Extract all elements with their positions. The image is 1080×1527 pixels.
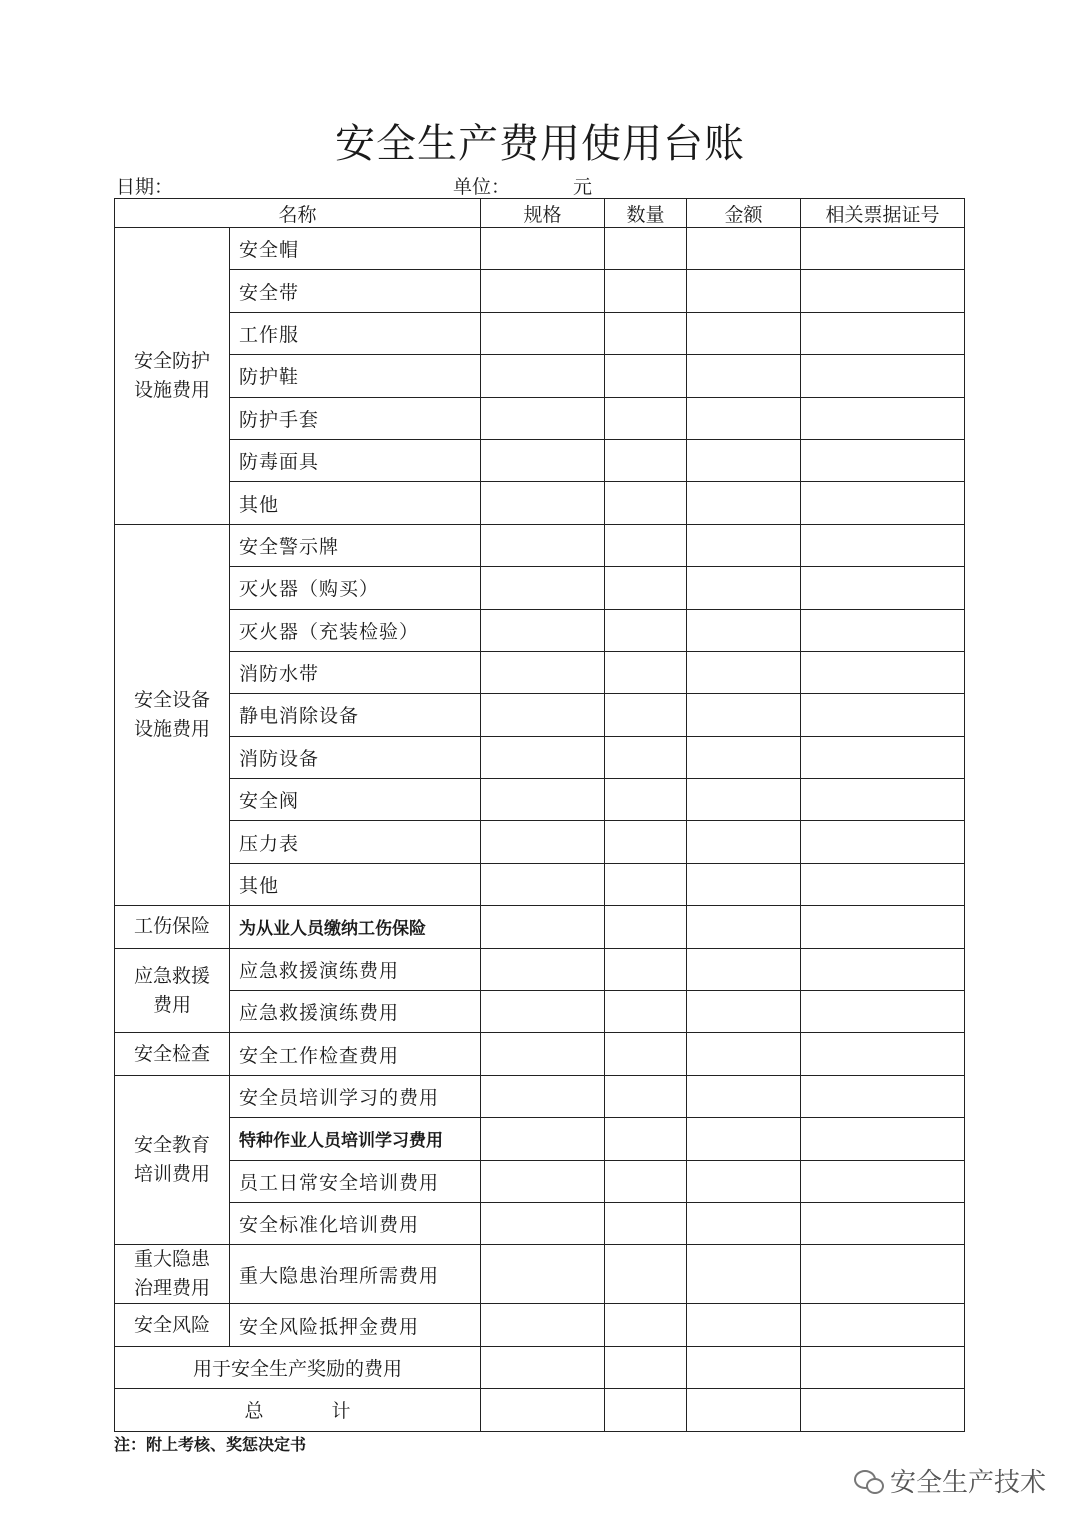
item-label: 其他 xyxy=(230,482,481,524)
header-name: 名称 xyxy=(115,199,481,228)
item-label: 安全警示牌 xyxy=(230,524,481,566)
header-qty: 数量 xyxy=(605,199,687,228)
cell-spec[interactable] xyxy=(481,991,605,1033)
item-label: 安全工作检查费用 xyxy=(230,1033,481,1075)
cell-qty[interactable] xyxy=(605,355,687,397)
unit-label: 单位： xyxy=(453,176,511,198)
cell-spec[interactable] xyxy=(481,439,605,481)
table-row xyxy=(115,439,965,481)
item-label: 安全带 xyxy=(230,270,481,312)
cell-amount[interactable] xyxy=(687,948,801,990)
item-label: 灭火器（购买） xyxy=(230,567,481,609)
cell-spec[interactable] xyxy=(481,397,605,439)
cell-amount[interactable] xyxy=(687,1389,801,1431)
cell-amount[interactable] xyxy=(687,779,801,821)
cell-amount[interactable] xyxy=(687,1245,801,1304)
table-row xyxy=(115,1118,965,1160)
cell-spec[interactable] xyxy=(481,1346,605,1388)
cell-qty[interactable] xyxy=(605,270,687,312)
cell-spec[interactable] xyxy=(481,948,605,990)
cell-amount[interactable] xyxy=(687,821,801,863)
cell-receipt[interactable] xyxy=(801,863,965,905)
cell-spec[interactable] xyxy=(481,1033,605,1075)
item-label: 静电消除设备 xyxy=(230,694,481,736)
header-spec: 规格 xyxy=(481,199,605,228)
cell-receipt[interactable] xyxy=(801,651,965,693)
cell-qty[interactable] xyxy=(605,1346,687,1388)
cell-receipt[interactable] xyxy=(801,1118,965,1160)
table-row xyxy=(115,609,965,651)
category-hazard: 重大隐患治理费用 xyxy=(115,1245,230,1304)
cell-qty[interactable] xyxy=(605,736,687,778)
cell-qty[interactable] xyxy=(605,1245,687,1304)
cell-receipt[interactable] xyxy=(801,991,965,1033)
cell-qty[interactable] xyxy=(605,439,687,481)
item-label: 消防设备 xyxy=(230,736,481,778)
table-row xyxy=(115,270,965,312)
table-row xyxy=(115,1304,965,1346)
cell-qty[interactable] xyxy=(605,1033,687,1075)
header-receipt: 相关票据证号 xyxy=(801,199,965,228)
cell-qty[interactable] xyxy=(605,694,687,736)
item-label: 防毒面具 xyxy=(230,439,481,481)
item-label: 安全帽 xyxy=(230,228,481,270)
category-risk: 安全风险 xyxy=(115,1304,230,1346)
cell-qty[interactable] xyxy=(605,567,687,609)
item-label: 工作服 xyxy=(230,312,481,354)
cell-spec[interactable] xyxy=(481,567,605,609)
cell-receipt[interactable] xyxy=(801,1075,965,1117)
expense-ledger-table xyxy=(114,198,965,1432)
cell-qty[interactable] xyxy=(605,228,687,270)
cell-amount[interactable] xyxy=(687,1346,801,1388)
table-row xyxy=(115,1245,965,1304)
cell-spec[interactable] xyxy=(481,524,605,566)
cell-spec[interactable] xyxy=(481,694,605,736)
category-emergency: 应急救援费用 xyxy=(115,948,230,1033)
cell-qty[interactable] xyxy=(605,1202,687,1244)
item-label: 安全标准化培训费用 xyxy=(230,1202,481,1244)
item-label: 重大隐患治理所需费用 xyxy=(230,1245,481,1304)
cell-spec[interactable] xyxy=(481,1075,605,1117)
unit-value: 元 xyxy=(573,176,593,198)
cell-spec[interactable] xyxy=(481,1160,605,1202)
cell-receipt[interactable] xyxy=(801,270,965,312)
item-label: 员工日常安全培训费用 xyxy=(230,1160,481,1202)
cell-amount[interactable] xyxy=(687,355,801,397)
cell-receipt[interactable] xyxy=(801,821,965,863)
cell-amount[interactable] xyxy=(687,1118,801,1160)
table-row xyxy=(115,694,965,736)
cell-qty[interactable] xyxy=(605,948,687,990)
cell-amount[interactable] xyxy=(687,651,801,693)
cell-qty[interactable] xyxy=(605,863,687,905)
cell-receipt[interactable] xyxy=(801,439,965,481)
cell-amount[interactable] xyxy=(687,1160,801,1202)
cell-spec[interactable] xyxy=(481,1245,605,1304)
cell-receipt[interactable] xyxy=(801,906,965,948)
item-label: 其他 xyxy=(230,863,481,905)
cell-amount[interactable] xyxy=(687,270,801,312)
cell-receipt[interactable] xyxy=(801,1304,965,1346)
cell-amount[interactable] xyxy=(687,694,801,736)
wechat-icon xyxy=(854,1468,884,1494)
cell-amount[interactable] xyxy=(687,1304,801,1346)
table-row xyxy=(115,1033,965,1075)
cell-spec[interactable] xyxy=(481,779,605,821)
item-label: 防护鞋 xyxy=(230,355,481,397)
category-protection: 安全防护设施费用 xyxy=(115,228,230,525)
cell-spec[interactable] xyxy=(481,736,605,778)
cell-amount[interactable] xyxy=(687,863,801,905)
table-row xyxy=(115,948,965,990)
cell-qty[interactable] xyxy=(605,991,687,1033)
category-equipment: 安全设备设施费用 xyxy=(115,524,230,906)
table-row xyxy=(115,736,965,778)
item-label: 防护手套 xyxy=(230,397,481,439)
table-row xyxy=(115,482,965,524)
reward-row-label: 用于安全生产奖励的费用 xyxy=(115,1346,481,1388)
cell-qty[interactable] xyxy=(605,906,687,948)
cell-spec[interactable] xyxy=(481,609,605,651)
table-row xyxy=(115,779,965,821)
item-label: 压力表 xyxy=(230,821,481,863)
cell-qty[interactable] xyxy=(605,1389,687,1431)
cell-receipt[interactable] xyxy=(801,779,965,821)
table-row xyxy=(115,1202,965,1244)
page-title: 安全生产费用使用台账 xyxy=(335,121,745,167)
cell-amount[interactable] xyxy=(687,228,801,270)
cell-spec[interactable] xyxy=(481,355,605,397)
item-label: 特种作业人员培训学习费用 xyxy=(230,1118,481,1160)
cell-receipt[interactable] xyxy=(801,228,965,270)
cell-amount[interactable] xyxy=(687,609,801,651)
table-row xyxy=(115,355,965,397)
cell-amount[interactable] xyxy=(687,524,801,566)
cell-spec[interactable] xyxy=(481,270,605,312)
item-label: 应急救援演练费用 xyxy=(230,991,481,1033)
table-row xyxy=(115,1346,965,1388)
cell-spec[interactable] xyxy=(481,906,605,948)
watermark-text: 安全生产技术 xyxy=(889,1468,1046,1498)
cell-qty[interactable] xyxy=(605,1118,687,1160)
cell-spec[interactable] xyxy=(481,821,605,863)
cell-amount[interactable] xyxy=(687,1202,801,1244)
header-amount: 金额 xyxy=(687,199,801,228)
cell-amount[interactable] xyxy=(687,906,801,948)
cell-qty[interactable] xyxy=(605,1075,687,1117)
table-row xyxy=(115,397,965,439)
table-row xyxy=(115,567,965,609)
item-label: 消防水带 xyxy=(230,651,481,693)
cell-amount[interactable] xyxy=(687,736,801,778)
cell-receipt[interactable] xyxy=(801,1202,965,1244)
category-inspection: 安全检查 xyxy=(115,1033,230,1075)
cell-receipt[interactable] xyxy=(801,1245,965,1304)
cell-spec[interactable] xyxy=(481,1304,605,1346)
cell-amount[interactable] xyxy=(687,567,801,609)
cell-qty[interactable] xyxy=(605,482,687,524)
table-row xyxy=(115,821,965,863)
cell-amount[interactable] xyxy=(687,439,801,481)
cell-spec[interactable] xyxy=(481,651,605,693)
cell-qty[interactable] xyxy=(605,397,687,439)
cell-receipt[interactable] xyxy=(801,948,965,990)
table-row xyxy=(115,1075,965,1117)
cell-qty[interactable] xyxy=(605,1160,687,1202)
cell-qty[interactable] xyxy=(605,524,687,566)
cell-amount[interactable] xyxy=(687,482,801,524)
cell-receipt[interactable] xyxy=(801,1160,965,1202)
cell-receipt[interactable] xyxy=(801,312,965,354)
item-label: 安全阀 xyxy=(230,779,481,821)
cell-receipt[interactable] xyxy=(801,609,965,651)
cell-spec[interactable] xyxy=(481,312,605,354)
item-label: 灭火器（充装检验） xyxy=(230,609,481,651)
table-row xyxy=(115,524,965,566)
cell-spec[interactable] xyxy=(481,228,605,270)
cell-receipt[interactable] xyxy=(801,567,965,609)
cell-receipt[interactable] xyxy=(801,397,965,439)
item-label: 为从业人员缴纳工伤保险 xyxy=(230,906,481,948)
cell-qty[interactable] xyxy=(605,821,687,863)
cell-spec[interactable] xyxy=(481,863,605,905)
cell-amount[interactable] xyxy=(687,991,801,1033)
table-row xyxy=(115,991,965,1033)
category-injury-insurance: 工伤保险 xyxy=(115,906,230,948)
cell-spec[interactable] xyxy=(481,482,605,524)
category-training: 安全教育培训费用 xyxy=(115,1075,230,1245)
cell-receipt[interactable] xyxy=(801,482,965,524)
cell-qty[interactable] xyxy=(605,651,687,693)
cell-receipt[interactable] xyxy=(801,1389,965,1431)
table-header-row xyxy=(115,199,965,228)
watermark xyxy=(854,1462,1046,1499)
table-row xyxy=(115,228,965,270)
item-label: 应急救援演练费用 xyxy=(230,948,481,990)
footnote: 注：附上考核、奖惩决定书 xyxy=(114,1435,307,1454)
cell-qty[interactable] xyxy=(605,779,687,821)
cell-amount[interactable] xyxy=(687,1033,801,1075)
cell-amount[interactable] xyxy=(687,397,801,439)
cell-receipt[interactable] xyxy=(801,736,965,778)
item-label: 安全员培训学习的费用 xyxy=(230,1075,481,1117)
cell-amount[interactable] xyxy=(687,312,801,354)
cell-qty[interactable] xyxy=(605,312,687,354)
item-label: 安全风险抵押金费用 xyxy=(230,1304,481,1346)
table-row xyxy=(115,312,965,354)
table-row xyxy=(115,651,965,693)
cell-receipt[interactable] xyxy=(801,694,965,736)
cell-spec[interactable] xyxy=(481,1389,605,1431)
cell-receipt[interactable] xyxy=(801,355,965,397)
cell-qty[interactable] xyxy=(605,609,687,651)
table-row xyxy=(115,906,965,948)
date-label: 日期： xyxy=(116,176,174,198)
cell-receipt[interactable] xyxy=(801,524,965,566)
table-row xyxy=(115,1160,965,1202)
cell-amount[interactable] xyxy=(687,1075,801,1117)
table-row xyxy=(115,1389,965,1431)
cell-receipt[interactable] xyxy=(801,1033,965,1075)
cell-spec[interactable] xyxy=(481,1118,605,1160)
cell-spec[interactable] xyxy=(481,1202,605,1244)
cell-qty[interactable] xyxy=(605,1304,687,1346)
cell-receipt[interactable] xyxy=(801,1346,965,1388)
table-row xyxy=(115,863,965,905)
total-row-label: 总计 xyxy=(115,1389,481,1431)
